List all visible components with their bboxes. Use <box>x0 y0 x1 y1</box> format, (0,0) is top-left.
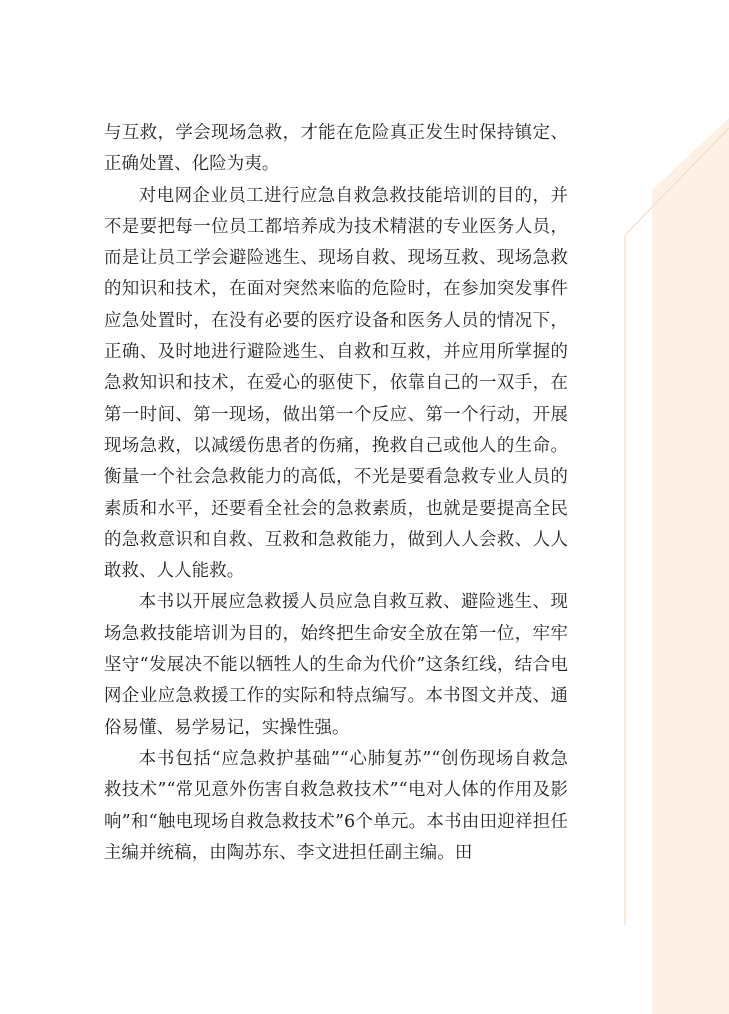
paragraph-4: 本书包括“应急救护基础”“心肺复苏”“创伤现场自救急救技术”“常见意外伤害自救急救技术”“电对人体的作用及影响”和“触电现场自救急救技术”6个单元。本书由田迎祥担任主编并统稿，由陶苏东、李文进担任副主编。田 <box>104 748 568 863</box>
paragraph-3: 本书以开展应急救援人员应急自救互救、避险逃生、现场急救技能培训为目的，始终把生命安全放在第一位，牢牢坚守“发展决不能以牺牲人的生命为代价”这条红线，结合电网企业应急救援工作的实际和特点编写。本书图文并茂、通俗易懂、易学易记，实操性强。 <box>104 592 568 738</box>
paragraph-1: 与互救，学会现场急救，才能在危险真正发生时保持镇定、正确处置、化险为夷。 <box>104 123 568 175</box>
paragraph-2: 对电网企业员工进行应急自救急救技能培训的目的，并不是要把每一位员工都培养成为技术精湛的专业医务人员，而是让员工学会避险逃生、现场自救、现场互救、现场急救的知识和技术，在面对突然来临的危险时，在参加突发事件应急处置时，在没有必要的医疗设备和医务人员的情况下，正确、及时地进行避险逃生、自救和互救，并应用所掌握的急救知识和技术，在爱心的驱使下，依靠自己的一双手，在第一时间、第一现场，做出第一个反应、第一个行动，开展现场急救，以减缓伤患者的伤痛，挽救自己或他人的生命。衡量一个社会急救能力的高低，不光是要看急救专业人员的素质和水平，还要看全社会的急救素质，也就是要提高全民的急救意识和自救、互救和急救能力，做到人人会救、人人敢救、人人能救。 <box>104 185 568 582</box>
document-body <box>104 118 568 869</box>
side-band-shape <box>652 118 729 1014</box>
side-band-edge-line <box>625 128 729 235</box>
